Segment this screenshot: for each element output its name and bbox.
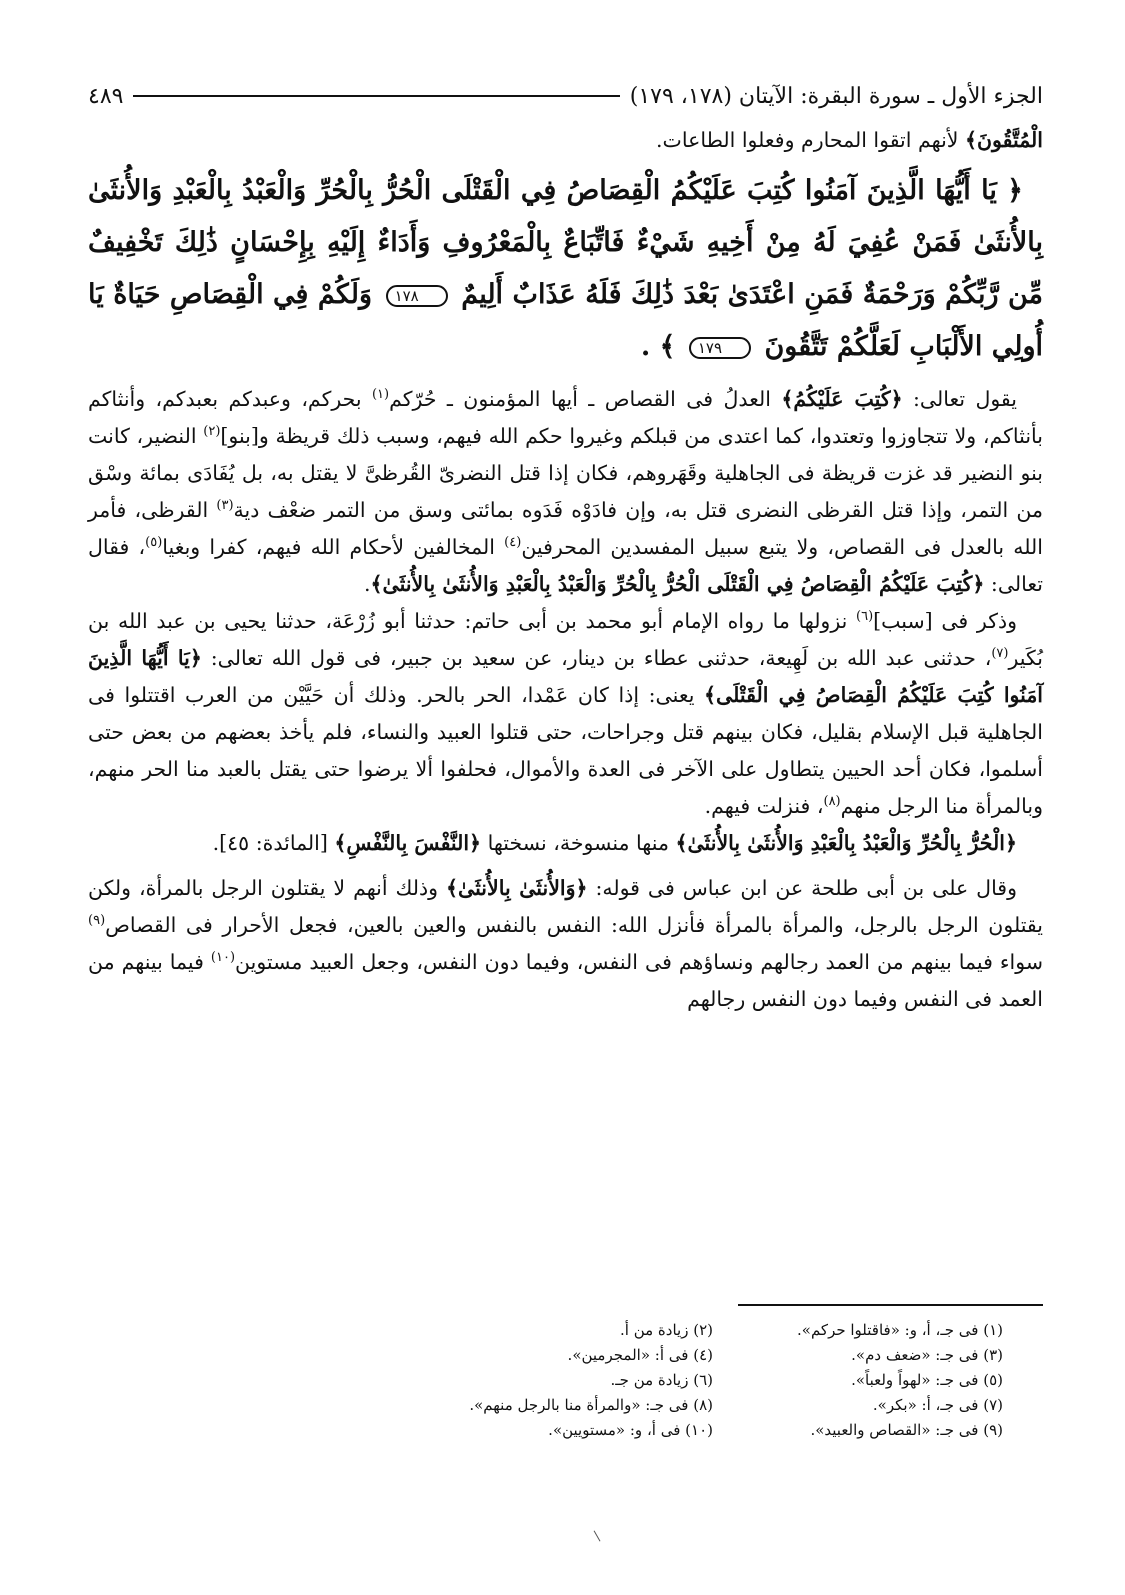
- text: فيما بينهم من العمد فى النفس وفيما دون النفس رجالهم: [88, 950, 1043, 1011]
- text: وذكر فى [سبب]: [873, 609, 1017, 633]
- quran-quote: ﴿النَّفْسَ بِالنَّفْسِ﴾: [334, 831, 482, 855]
- text: نزولها ما رواه الإمام أبو محمد بن أبى حاتم: حدثنا أبو زُرْعَة، حدثنا يحيى بن عبد الله بن بُكَير: [88, 609, 1043, 670]
- footnote-separator: [738, 1304, 1043, 1306]
- page-body: [88, 122, 1043, 1018]
- text: سواء فيما بينهم من العمد رجالهم ونساؤهم فى النفس، وفيما دون النفس، وجعل العبيد مستوين: [235, 950, 1043, 974]
- header-rule: [133, 95, 619, 97]
- page-number: ٤٨٩: [88, 83, 124, 109]
- footnote: (٢) زيادة من أ.: [620, 1321, 713, 1339]
- footnote: (٤) فى أ: «المجرمين».: [567, 1346, 713, 1364]
- text: بحركم، وعبدكم بعبدكم، وأنثاكم بأنثاكم، ولا تتجاوزوا وتعتدوا، كما اعتدى من قبلكم وغيروا حكم الله فيهم، وسبب ذلك قريظة و[بنو]: [88, 387, 1043, 448]
- paragraph-1: [88, 122, 1043, 159]
- running-header: [88, 78, 1043, 114]
- quran-quote: ﴿كُتِبَ عَلَيْكُمُ الْقِصَاصُ فِي الْقَتْلَى الْحُرُّ بِالْحُرِّ وَالْعَبْدُ بِالْعَبْدِ وَالأُنثَىٰ بِالأُنثَىٰ﴾: [370, 572, 985, 596]
- ayah-number-marker: ١٧٨: [386, 285, 448, 307]
- footnote-ref: (٦): [856, 609, 874, 625]
- text: وقال على بن أبى طلحة عن ابن عباس فى قوله:: [587, 876, 1018, 900]
- text: العدلُ فى القصاص ـ أيها المؤمنون ـ حُرّكم: [389, 387, 782, 411]
- footnote: (١٠) فى أ، و: «مستويين».: [548, 1421, 713, 1439]
- footnote-ref: (٥): [145, 535, 163, 551]
- footnote-ref: (١): [371, 387, 390, 403]
- ayah-number-marker: ١٧٩: [689, 337, 751, 359]
- paragraph-5: [88, 870, 1043, 1018]
- verse-end: ﴾ .: [640, 331, 676, 362]
- text: يقول تعالى:: [902, 387, 1018, 411]
- paragraph-4: [88, 825, 1043, 862]
- footnote: (٩) فى جـ: «القصاص والعبيد».: [810, 1421, 1003, 1439]
- text: يعنى: إذا كان عَمْدا، الحر بالحر. وذلك أن حَيَّيْن من العرب اقتتلوا فى الجاهلية قبل الإسلام بقليل، فكان بينهم قتل وجراحات، حتى قتلوا العبيد والنساء، فلم يأخذ بعضهم من بعض حتى أسلموا، فكان أحد الحيين يتطاول على الآخر فى العدة والأموال، فحلفوا ألا يرضوا حتى يقتل بالعبد منا الحر منهم، وبالمرأة منا الرجل منهم: [88, 683, 1043, 818]
- text: القرظى، فأمر الله بالعدل فى القصاص، ولا يتبع سبيل المفسدين المحرفين: [88, 498, 1043, 559]
- footnote-ref: (٢): [203, 424, 221, 440]
- scan-mark: [594, 1527, 608, 1542]
- text: وذلك أنهم لا يقتلون الرجل بالمرأة، ولكن يقتلون الرجل بالرجل، والمرأة بالمرأة فأنزل الله: النفس بالنفس والعين بالعين، فجعل الأحرار فى القصاص: [88, 876, 1043, 937]
- text: ، فقال تعالى:: [88, 535, 1043, 596]
- footnote-ref: (٣): [216, 498, 234, 514]
- text: المخالفين لأحكام الله فيهم، كفرا وبغيا: [162, 535, 505, 559]
- text: ، فنزلت فيهم.: [704, 794, 824, 818]
- quran-quote: ﴿وَالأُنثَىٰ بِالأُنثَىٰ﴾: [446, 876, 588, 900]
- header-title: الجزء الأول ـ سورة البقرة: الآيتان (١٧٨، ١٧٩): [629, 83, 1043, 109]
- text: .: [364, 572, 371, 596]
- verse-text-2: وَلَكُمْ فِي الْقِصَاصِ حَيَاةٌ يَا أُولِي الأَلْبَابِ لَعَلَّكُمْ تَتَّقُونَ: [88, 279, 1043, 362]
- verse-block: [88, 165, 1043, 373]
- verse-text-1: ﴿ يَا أَيُّهَا الَّذِينَ آمَنُوا كُتِبَ عَلَيْكُمُ الْقِصَاصُ فِي الْقَتْلَى الْحُرُّ بِالْحُرِّ وَالْعَبْدُ بِالْعَبْدِ وَالأُنثَىٰ بِالأُنثَىٰ فَمَنْ عُفِيَ لَهُ مِنْ أَخِيهِ شَيْءٌ فَاتِّبَاعٌ بِالْمَعْرُوفِ وَأَدَاءٌ إِلَيْهِ بِإِحْسَانٍ ذَٰلِكَ تَخْفِيفٌ مِّن رَّبِّكُمْ وَرَحْمَةٌ فَمَنِ اعْتَدَىٰ بَعْدَ ذَٰلِكَ فَلَهُ عَذَابٌ أَلِيمٌ: [88, 175, 1044, 310]
- text: [المائدة: ٤٥].: [212, 831, 335, 855]
- footnote-ref: (٧): [991, 646, 1009, 662]
- quran-quote: الْمُتَّقُونَ﴾: [964, 128, 1043, 152]
- quran-quote: ﴿كُتِبَ عَلَيْكُمُ﴾: [781, 387, 903, 411]
- footnote-ref: (١٠): [210, 950, 236, 966]
- footnote: (٧) فى جـ، أ: «بكر».: [872, 1396, 1003, 1414]
- footnote-ref: (٤): [504, 535, 522, 551]
- footnote: (٥) فى جـ: «لهواً ولعباً».: [851, 1371, 1003, 1389]
- footnote-ref: (٨): [823, 794, 841, 810]
- text: منها منسوخة، نسختها: [481, 831, 676, 855]
- text: النضير، كانت بنو النضير قد غزت قريظة فى الجاهلية وقَهَروهم، فكان إذا قتل النضرىّ القُرظىَّ لا يقتل به، بل يُفَادَى بمائة وسْق من التمر، وإذا قتل القرظى النضرى قتل به، وإن فادَوْه فَدَوه بمائتى وسق من التمر ضعْف دية: [88, 424, 1043, 522]
- quran-quote: ﴿يَا أَيُّهَا الَّذِينَ آمَنُوا كُتِبَ عَلَيْكُمُ الْقِصَاصُ فِي الْقَتْلَى﴾: [88, 646, 1043, 707]
- footnote: (١) فى جـ، أ، و: «فاقتلوا حركم».: [797, 1321, 1003, 1339]
- text: ، حدثنى عبد الله بن لَهِيعة، حدثنى عطاء بن دينار، عن سعيد بن جبير، فى قول الله تعالى:: [201, 646, 992, 670]
- footnotes: [443, 1318, 1003, 1443]
- footnote: (٣) فى جـ: «ضعف دم».: [851, 1346, 1003, 1364]
- paragraph-text: لأنهم اتقوا المحارم وفعلوا الطاعات.: [656, 128, 965, 152]
- footnote: (٨) فى جـ: «والمرأة منا بالرجل منهم».: [469, 1396, 713, 1414]
- quran-quote: ﴿الْحُرُّ بِالْحُرِّ وَالْعَبْدُ بِالْعَبْدِ وَالأُنثَىٰ بِالأُنثَىٰ﴾: [675, 831, 1017, 855]
- footnote-ref: (٩): [88, 913, 106, 929]
- footnote: (٦) زيادة من جـ.: [610, 1371, 713, 1389]
- paragraph-2: [88, 381, 1043, 603]
- paragraph-3: [88, 603, 1043, 825]
